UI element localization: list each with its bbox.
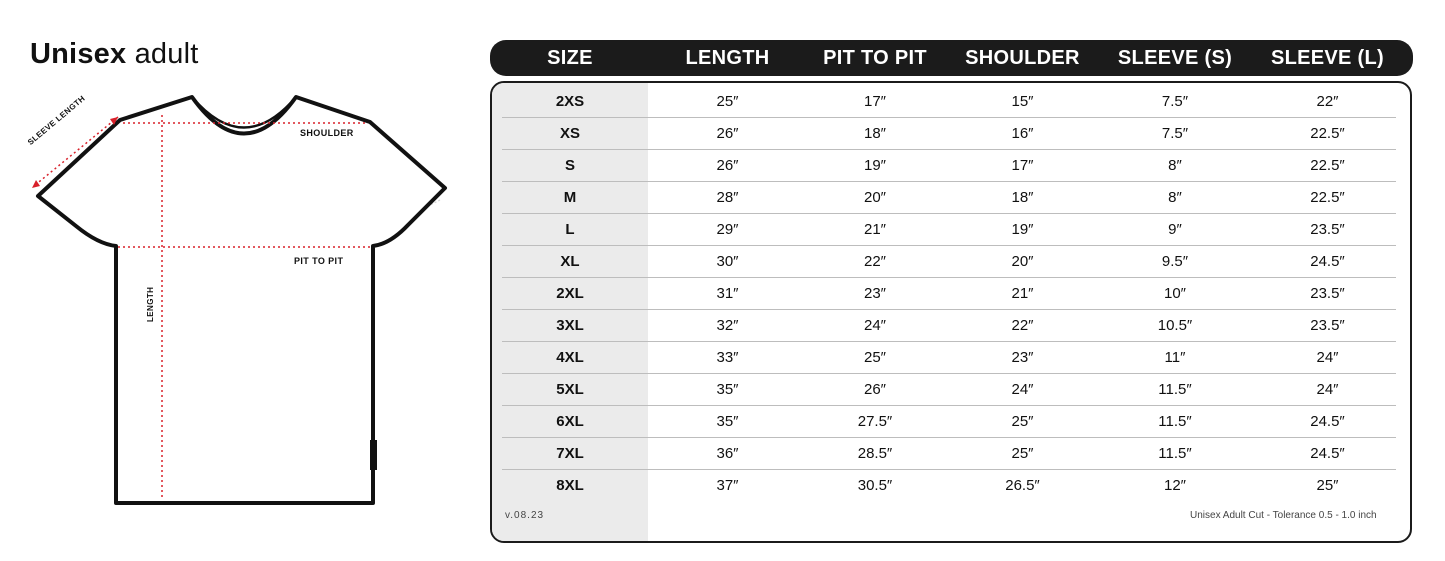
- measure-cell: 11″: [1164, 348, 1186, 366]
- measure-cell: 24″: [1316, 348, 1339, 366]
- measure-cell: 22.5″: [1310, 124, 1345, 142]
- measure-cell: 22″: [864, 252, 886, 270]
- size-cell: S: [564, 156, 575, 174]
- measure-cell: 32″: [716, 316, 739, 334]
- measure-cell: 23.5″: [1310, 316, 1345, 334]
- measure-cell: 35″: [716, 380, 739, 398]
- table-row: [492, 277, 1410, 309]
- table-row: [492, 85, 1410, 117]
- measure-cell: 24.5″: [1310, 252, 1345, 270]
- measure-cell: 8″: [1168, 188, 1182, 206]
- measure-cell: 19″: [864, 156, 886, 174]
- table-row: [492, 309, 1410, 341]
- measure-cell: 9.5″: [1161, 252, 1189, 270]
- measure-cell: 35″: [716, 412, 739, 430]
- table-row: [492, 245, 1410, 277]
- version-label: v.08.23: [505, 510, 545, 521]
- measure-cell: 30.5″: [857, 476, 893, 494]
- measure-cell: 26.5″: [1005, 476, 1040, 494]
- table-row: [492, 149, 1410, 181]
- measure-cell: 11.5″: [1158, 412, 1192, 430]
- length-label: LENGTH: [146, 286, 155, 322]
- measure-cell: 30″: [716, 252, 739, 270]
- measure-cell: 29″: [716, 220, 739, 238]
- measure-cell: 11.5″: [1158, 380, 1192, 398]
- measure-cell: 24″: [1316, 380, 1339, 398]
- size-cell: 8XL: [556, 476, 584, 494]
- measure-cell: 21″: [1011, 284, 1034, 302]
- measure-cell: 33″: [716, 348, 739, 366]
- measure-cell: 20″: [864, 188, 886, 206]
- tshirt-diagram: [0, 0, 480, 561]
- table-row: [492, 373, 1410, 405]
- measure-cell: 12″: [1164, 476, 1186, 494]
- measure-cell: 18″: [864, 124, 886, 142]
- measure-cell: 26″: [864, 380, 886, 398]
- size-cell: M: [563, 188, 577, 206]
- measure-cell: 25″: [864, 348, 886, 366]
- shoulder-label: SHOULDER: [300, 128, 354, 138]
- measure-cell: 23″: [864, 284, 886, 302]
- measure-cell: 25″: [1316, 476, 1339, 494]
- title-bold: Unisex: [30, 38, 127, 70]
- measure-cell: 9″: [1168, 220, 1182, 238]
- table-row: [492, 341, 1410, 373]
- size-cell: 6XL: [556, 412, 584, 430]
- measure-cell: 10.5″: [1157, 316, 1193, 334]
- measure-cell: 17″: [864, 92, 886, 110]
- tolerance-note: Unisex Adult Cut - Tolerance 0.5 - 1.0 inch: [1190, 510, 1377, 521]
- measure-cell: 37″: [716, 476, 739, 494]
- measure-cell: 28″: [716, 188, 739, 206]
- measure-cell: 22″: [1011, 316, 1034, 334]
- header-sleeve-l: SLEEVE (L): [1270, 46, 1384, 69]
- table-row: [492, 469, 1410, 501]
- measure-cell: 25″: [1011, 412, 1034, 430]
- measure-cell: 18″: [1011, 188, 1034, 206]
- measure-cell: 7.5″: [1161, 92, 1189, 110]
- size-cell: XL: [560, 252, 580, 270]
- measure-cell: 17″: [1011, 156, 1034, 174]
- header-pit-to-pit: PIT TO PIT: [823, 46, 927, 69]
- size-cell: 4XL: [556, 348, 584, 366]
- sleeve-length-label: SLEEVE LENGTH: [26, 93, 87, 147]
- measure-cell: 23″: [1011, 348, 1034, 366]
- measure-cell: 15″: [1011, 92, 1034, 110]
- measure-cell: 21″: [864, 220, 886, 238]
- measure-cell: 22″: [1316, 92, 1339, 110]
- measure-cell: 22.5″: [1310, 156, 1345, 174]
- table-row: [492, 213, 1410, 245]
- measure-cell: 23.5″: [1310, 284, 1345, 302]
- measure-cell: 27.5″: [857, 412, 893, 430]
- header-shoulder: SHOULDER: [965, 46, 1080, 69]
- measure-cell: 25″: [1011, 444, 1034, 462]
- table-row: [492, 405, 1410, 437]
- header-size: SIZE: [547, 46, 593, 69]
- measure-cell: 24.5″: [1310, 412, 1345, 430]
- size-cell: L: [565, 220, 575, 238]
- measure-cell: 7.5″: [1161, 124, 1189, 142]
- measure-cell: 11.5″: [1158, 444, 1192, 462]
- table-row: [492, 437, 1410, 469]
- header-length: LENGTH: [685, 46, 770, 69]
- measure-cell: 26″: [716, 156, 739, 174]
- measure-cell: 10″: [1164, 284, 1186, 302]
- size-chart-header: [490, 40, 1413, 76]
- measure-cell: 31″: [716, 284, 739, 302]
- measure-cell: 8″: [1168, 156, 1182, 174]
- size-cell: 2XS: [555, 92, 585, 110]
- size-cell: 5XL: [556, 380, 584, 398]
- measure-cell: 23.5″: [1310, 220, 1345, 238]
- table-row: [492, 181, 1410, 213]
- size-cell: 7XL: [556, 444, 584, 462]
- tshirt-outline-icon: [0, 0, 480, 561]
- size-chart-table: [490, 81, 1412, 543]
- table-row: [492, 117, 1410, 149]
- measure-cell: 20″: [1011, 252, 1034, 270]
- pit-to-pit-label: PIT TO PIT: [294, 256, 344, 266]
- measure-cell: 28.5″: [857, 444, 893, 462]
- measure-cell: 24″: [1011, 380, 1034, 398]
- measure-cell: 19″: [1011, 220, 1034, 238]
- measure-cell: 25″: [716, 92, 739, 110]
- measure-cell: 26″: [716, 124, 739, 142]
- measure-cell: 36″: [716, 444, 739, 462]
- measure-cell: 16″: [1011, 124, 1034, 142]
- size-cell: 2XL: [556, 284, 584, 302]
- measure-cell: 22.5″: [1310, 188, 1345, 206]
- size-cell: XS: [559, 124, 580, 142]
- size-cell: 3XL: [556, 316, 584, 334]
- measure-cell: 24.5″: [1310, 444, 1345, 462]
- measure-cell: 24″: [864, 316, 886, 334]
- title-light: adult: [134, 38, 199, 70]
- header-sleeve-s: SLEEVE (S): [1117, 46, 1233, 69]
